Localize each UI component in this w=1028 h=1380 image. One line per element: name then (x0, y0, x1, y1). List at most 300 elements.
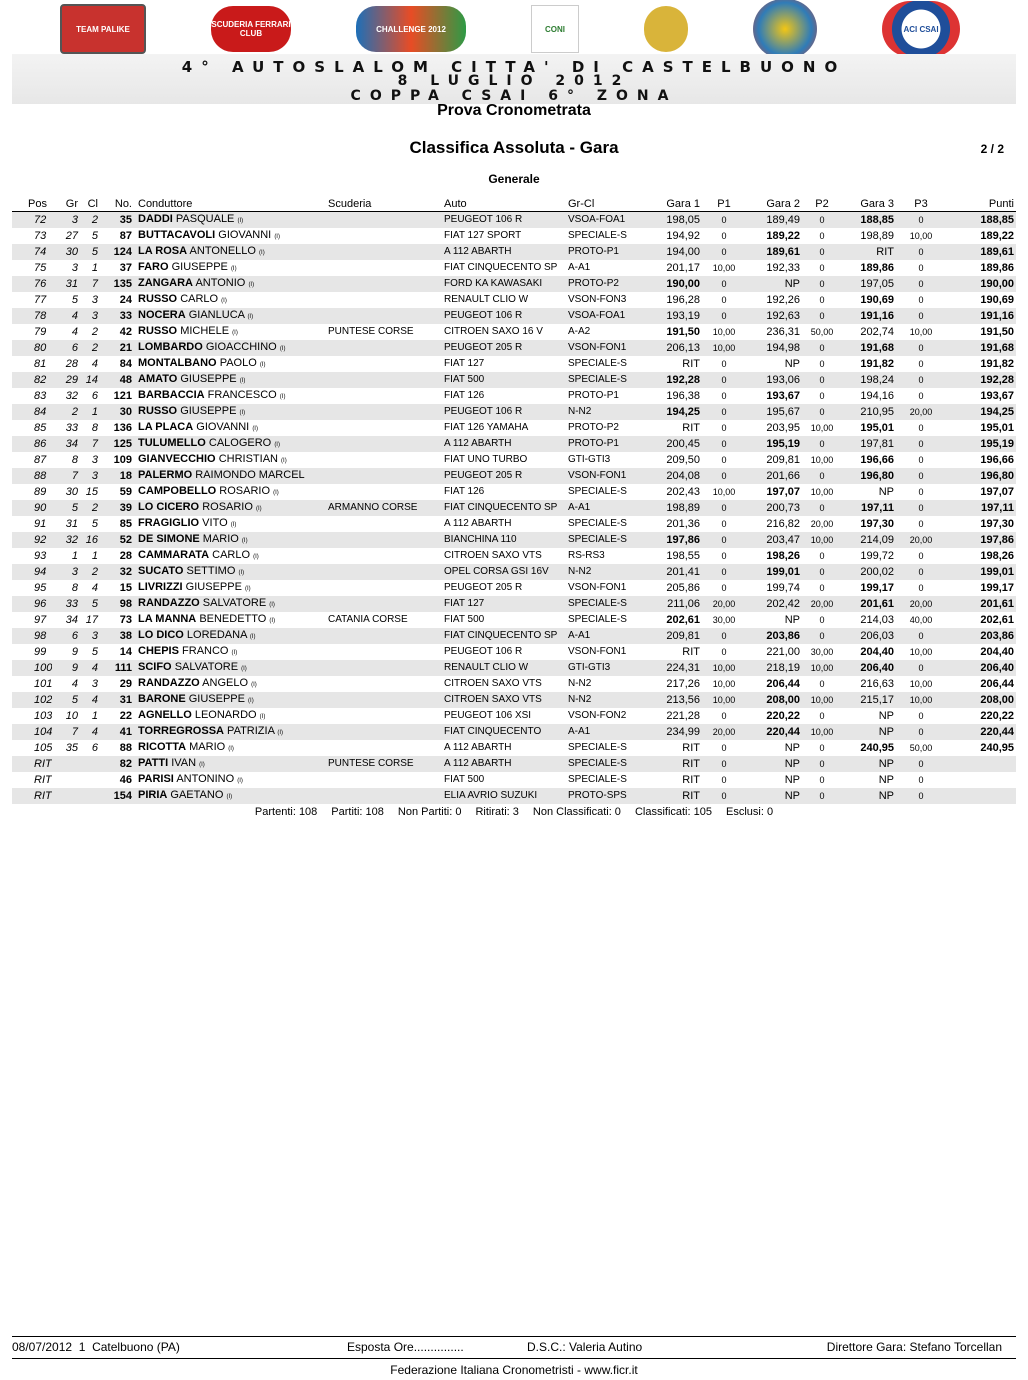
cell-p1: 0 (721, 455, 727, 465)
cell-auto: BIANCHINA 110 (444, 532, 568, 548)
cell-driver (136, 324, 328, 340)
cell-gara2: 218,19 (744, 660, 804, 676)
cell-auto: FIAT 126 (444, 390, 485, 401)
cell-p2: 0 (819, 711, 825, 721)
cell-driver (136, 228, 328, 244)
driver-nationality: (I) (269, 618, 276, 624)
cell-gara2: 189,49 (744, 212, 804, 229)
driver-nationality: (I) (247, 314, 254, 320)
cell-pos: 82 (12, 372, 52, 388)
driver-surname: BUTTACAVOLI (138, 229, 216, 241)
cell-punti: 191,82 (980, 358, 1014, 370)
driver-nationality: (I) (281, 458, 287, 464)
cell-punti: 206,44 (980, 678, 1014, 690)
cell-pos: 97 (34, 614, 47, 626)
cell-gara2: 189,61 (744, 244, 804, 260)
cell-scuderia (328, 212, 444, 229)
driver-firstname: GIOVANNI (196, 421, 250, 433)
cell-gara1: 194,92 (666, 230, 700, 242)
cell-scuderia (328, 580, 444, 596)
cell-p2: 0 (804, 436, 840, 452)
cell-p1: 0 (704, 500, 744, 516)
cell-p3: 0 (898, 468, 944, 484)
cell-gara3: 188,85 (840, 212, 898, 229)
cell-pos: RIT (12, 756, 52, 772)
cell-gr: 28 (65, 358, 78, 370)
col-cl: Cl (82, 196, 102, 212)
cell-driver (136, 340, 328, 356)
cell-gr: 31 (52, 276, 82, 292)
driver-surname: PATTI (138, 757, 169, 769)
cell-driver (136, 276, 328, 292)
cell-driver (136, 308, 328, 324)
cell-gara1: 224,31 (646, 660, 704, 676)
cell-gara1: 191,50 (666, 326, 700, 338)
cell-pos: 74 (12, 244, 52, 260)
cell-grcl: A-A1 (568, 262, 591, 273)
cell-punti (944, 772, 1016, 788)
cell-punti: 240,95 (980, 742, 1014, 754)
cell-driver (136, 628, 328, 644)
cell-driver (136, 260, 328, 276)
driver-firstname: SETTIMO (186, 565, 236, 577)
driver-firstname: GIUSEPPE (180, 405, 237, 417)
cell-gara1: 234,99 (646, 724, 704, 740)
cell-driver (136, 676, 328, 692)
cell-gr: 34 (65, 614, 78, 626)
cell-cl: 4 (91, 358, 98, 370)
summary-partiti: Partiti: 108 (331, 806, 384, 818)
cell-gara1: 202,43 (666, 486, 700, 498)
results-table (12, 196, 1016, 804)
cell-gara3: 191,68 (840, 340, 898, 356)
driver-nationality: (I) (231, 650, 238, 656)
cell-no: 85 (119, 518, 132, 530)
cell-p3: 0 (918, 551, 924, 561)
cell-p2: 0 (819, 391, 825, 401)
cell-no: 121 (113, 390, 132, 402)
cell-p3: 40,00 (909, 615, 933, 625)
cell-gr: 9 (71, 646, 78, 658)
cell-p3: 0 (918, 423, 924, 433)
cell-punti: 220,22 (980, 710, 1014, 722)
driver-nationality: (I) (259, 714, 266, 720)
cell-cl: 8 (91, 422, 98, 434)
cell-gara1: RIT (682, 646, 700, 658)
cell-gara1: RIT (682, 422, 700, 434)
cell-scuderia (328, 596, 444, 612)
driver-nationality: (I) (259, 250, 265, 256)
cell-cl (82, 788, 102, 804)
cell-gara3: 240,95 (860, 742, 894, 754)
col-p1: P1 (704, 196, 744, 212)
cell-pos: 83 (34, 390, 47, 402)
team-palike-logo: TEAM PALIKE (60, 4, 146, 54)
cell-p1: 10,00 (712, 327, 736, 337)
cell-gara3: 194,16 (860, 390, 894, 402)
cell-p3: 0 (918, 263, 924, 273)
cell-gr (52, 772, 82, 788)
cell-pos: 100 (12, 660, 52, 676)
cell-grcl: SPECIALE-S (568, 486, 627, 497)
cell-p2: 0 (819, 359, 825, 369)
table-row (12, 308, 1016, 324)
castelbuono-crest-logo (644, 6, 688, 52)
driver-surname: FRAGIGLIO (138, 517, 200, 529)
cell-p1: 0 (704, 788, 744, 804)
page-number: 2 / 2 (980, 142, 1004, 156)
driver-nationality: (I) (239, 410, 246, 416)
table-row (12, 292, 1016, 308)
cell-p2: 10,00 (810, 487, 834, 497)
cell-scuderia (328, 420, 444, 436)
cell-p2: 0 (804, 628, 840, 644)
cell-gara3: 197,81 (840, 436, 898, 452)
cell-gr (52, 788, 82, 804)
cell-gr: 5 (52, 692, 82, 708)
col-gara3: Gara 3 (840, 196, 898, 212)
cell-scuderia (328, 276, 444, 292)
cell-pos: 86 (12, 436, 52, 452)
table-row (12, 516, 1016, 532)
cell-p1: 0 (721, 775, 727, 785)
driver-firstname: PAOLO (219, 357, 257, 369)
cell-no: 84 (119, 358, 132, 370)
footer-dsc: D.S.C.: Valeria Autino (527, 1340, 643, 1354)
cell-cl: 5 (82, 596, 102, 612)
driver-surname: LO DICO (138, 629, 184, 641)
driver-firstname: GIUSEPPE (185, 581, 242, 593)
cell-no: 73 (119, 614, 132, 626)
cell-gara1: 198,05 (646, 212, 704, 229)
cell-no: 125 (102, 436, 136, 452)
cell-driver (136, 500, 328, 516)
cell-gr: 9 (52, 660, 82, 676)
cell-gara1: RIT (682, 742, 700, 754)
cell-gara2: 199,74 (766, 582, 800, 594)
driver-nationality: (I) (237, 218, 244, 224)
driver-firstname: GIUSEPPE (180, 373, 237, 385)
cell-pos: 96 (12, 596, 52, 612)
driver-surname: DADDI (138, 213, 173, 225)
cell-p3: 10,00 (898, 692, 944, 708)
cell-no: 124 (102, 244, 136, 260)
driver-nationality: (I) (274, 234, 280, 240)
driver-surname: PARISI (138, 773, 174, 785)
cell-gara1: 193,19 (646, 308, 704, 324)
summary-esclusi: Esclusi: 0 (725, 806, 774, 818)
driver-surname: LA MANNA (138, 613, 197, 625)
cell-cl: 3 (91, 454, 98, 466)
cell-punti: 197,11 (944, 500, 1016, 516)
cell-punti: 197,86 (944, 532, 1016, 548)
cell-punti: 206,40 (944, 660, 1016, 676)
footer-info (12, 1340, 1016, 1356)
cell-punti: 220,44 (944, 724, 1016, 740)
cell-gr: 4 (71, 678, 78, 690)
cell-no: 14 (119, 646, 132, 658)
cell-scuderia (328, 516, 444, 532)
driver-nationality: (I) (279, 394, 286, 400)
cell-grcl: GTI-GTI3 (568, 660, 646, 676)
driver-nationality: (I) (244, 586, 251, 592)
cell-grcl: N-N2 (568, 564, 646, 580)
footer-divider-bottom (12, 1358, 1016, 1359)
cell-auto: CITROEN SAXO VTS (444, 678, 542, 689)
cell-punti: 199,17 (980, 582, 1014, 594)
table-row (12, 452, 1016, 468)
aci-csai-logo: ACI CSAI (882, 1, 960, 57)
driver-firstname: GIUSEPPE (171, 261, 228, 273)
cell-p3: 0 (898, 308, 944, 324)
driver-firstname: ANTONELLO (189, 245, 256, 257)
cell-gara2: 203,86 (744, 628, 804, 644)
cell-p1: 0 (721, 231, 727, 241)
cell-p3: 0 (898, 724, 944, 740)
cell-gara3: 195,01 (860, 422, 894, 434)
cell-gara2: NP (784, 742, 800, 754)
driver-firstname: FRANCO (182, 645, 229, 657)
cell-no: 87 (119, 230, 132, 242)
cell-scuderia (328, 404, 444, 420)
cell-punti: 204,40 (980, 646, 1014, 658)
cell-gara2: NP (744, 788, 804, 804)
cell-auto: FIAT 126 YAMAHA (444, 422, 529, 433)
cell-scuderia (328, 244, 444, 260)
table-row (12, 404, 1016, 420)
cell-p3: 20,00 (898, 532, 944, 548)
cell-punti: 189,61 (944, 244, 1016, 260)
cell-cl (82, 772, 102, 788)
cell-punti: 195,01 (980, 422, 1014, 434)
cell-cl: 7 (82, 276, 102, 292)
cell-gara1: RIT (682, 358, 700, 370)
cell-scuderia: ARMANNO CORSE (328, 500, 444, 516)
cell-grcl: SPECIALE-S (568, 230, 627, 241)
cell-auto: PEUGEOT 205 R (444, 468, 568, 484)
cell-driver (136, 660, 328, 676)
cell-punti: 190,00 (944, 276, 1016, 292)
driver-nationality: (I) (241, 666, 247, 672)
cell-auto: FIAT 127 (444, 596, 568, 612)
cell-punti: 195,19 (944, 436, 1016, 452)
driver-firstname: RAIMONDO MARCEL (195, 469, 305, 481)
cell-gr: 2 (52, 404, 82, 420)
cell-p1: 0 (721, 359, 727, 369)
cell-gara1: 221,28 (666, 710, 700, 722)
cell-gara1: 209,81 (646, 628, 704, 644)
cell-scuderia (328, 388, 444, 404)
cell-p2: 0 (804, 404, 840, 420)
table-row (12, 228, 1016, 244)
driver-firstname: GAETANO (170, 789, 224, 801)
cell-p3: 20,00 (898, 404, 944, 420)
cell-p1: 10,00 (704, 340, 744, 356)
cell-gara2: 202,42 (744, 596, 804, 612)
cell-driver (136, 708, 328, 724)
driver-firstname: FRANCESCO (207, 389, 277, 401)
cell-gara2: 220,22 (766, 710, 800, 722)
driver-surname: GIANVECCHIO (138, 453, 216, 465)
cell-driver (136, 580, 328, 596)
driver-firstname: CARLO (180, 293, 219, 305)
driver-nationality: (I) (274, 442, 280, 448)
cell-cl: 1 (91, 710, 98, 722)
cell-cl: 5 (91, 646, 98, 658)
driver-firstname: ROSARIO (219, 485, 271, 497)
cell-punti: 193,67 (980, 390, 1014, 402)
cell-p1: 0 (721, 551, 727, 561)
cell-gara2: 203,95 (766, 422, 800, 434)
cell-pos: 92 (12, 532, 52, 548)
cell-gr: 3 (52, 564, 82, 580)
cell-driver (136, 484, 328, 500)
cell-p2: 0 (819, 615, 825, 625)
cell-auto: PEUGEOT 106 R (444, 404, 568, 420)
cell-pos: 90 (12, 500, 52, 516)
cell-pos: 95 (34, 582, 47, 594)
cell-scuderia (328, 308, 444, 324)
cell-cl: 14 (82, 372, 102, 388)
driver-nationality: (I) (199, 762, 205, 768)
col-auto: Auto (444, 196, 568, 212)
table-row (12, 212, 1016, 229)
sponsor-logos (60, 4, 960, 54)
cell-gara1: 196,38 (666, 390, 700, 402)
driver-nationality: (I) (239, 378, 246, 384)
cell-auto: FIAT CINQUECENTO SP (444, 262, 558, 273)
driver-firstname: ANTONINO (176, 773, 235, 785)
cell-driver (136, 692, 328, 708)
cell-p1: 0 (721, 583, 727, 593)
cell-p2: 10,00 (804, 532, 840, 548)
cell-gara3: NP (840, 788, 898, 804)
driver-surname: DE SIMONE (138, 533, 200, 545)
cell-grcl: VSON-FON3 (568, 294, 627, 305)
cell-gara1: 206,13 (646, 340, 704, 356)
driver-nationality: (I) (230, 266, 237, 272)
cell-scuderia (328, 484, 444, 500)
cell-p2: 0 (804, 244, 840, 260)
cell-pos: 76 (12, 276, 52, 292)
cell-gara3: 196,80 (840, 468, 898, 484)
cell-driver (136, 388, 328, 404)
cell-p2: 20,00 (804, 596, 840, 612)
cell-no: 37 (119, 262, 132, 274)
cell-gr: 33 (52, 596, 82, 612)
driver-nationality: (I) (255, 506, 262, 512)
cell-punti (944, 788, 1016, 804)
cell-gara2: 200,73 (744, 500, 804, 516)
cell-gr: 32 (52, 532, 82, 548)
cell-auto: A 112 ABARTH (444, 436, 568, 452)
cell-punti: 190,69 (980, 294, 1014, 306)
cell-auto: ELIA AVRIO SUZUKI (444, 788, 568, 804)
cell-p3: 0 (898, 372, 944, 388)
cell-driver (136, 532, 328, 548)
cell-gara3: NP (878, 774, 894, 786)
cell-p2: 10,00 (804, 692, 840, 708)
cell-auto: FIAT 500 (444, 614, 485, 625)
table-row (12, 372, 1016, 388)
cell-gara3: 202,74 (860, 326, 894, 338)
cell-p1: 0 (704, 276, 744, 292)
cell-p3: 10,00 (909, 327, 933, 337)
cell-p2: 10,00 (810, 423, 834, 433)
cell-gr: 29 (52, 372, 82, 388)
cell-driver (136, 788, 328, 804)
cell-p1: 0 (704, 628, 744, 644)
cell-driver (136, 772, 328, 788)
cell-gara3: 198,24 (840, 372, 898, 388)
cell-scuderia (328, 356, 444, 372)
cell-p1: 0 (704, 436, 744, 452)
cell-pos: 103 (34, 710, 52, 722)
cell-p3: 0 (918, 487, 924, 497)
coni-logo: CONI (531, 5, 579, 53)
driver-firstname: SALVATORE (202, 597, 267, 609)
cell-gara3: 200,02 (840, 564, 898, 580)
col-scuderia: Scuderia (328, 196, 444, 212)
driver-firstname: LOREDANA (186, 629, 247, 641)
col-gara2: Gara 2 (744, 196, 804, 212)
cell-pos: 73 (34, 230, 47, 242)
table-row (12, 676, 1016, 692)
cell-p2: 0 (804, 500, 840, 516)
cell-gara3: 197,11 (840, 500, 898, 516)
cell-no: 18 (102, 468, 136, 484)
cell-gara1: 194,25 (646, 404, 704, 420)
cell-gara2: 216,82 (766, 518, 800, 530)
cell-grcl: A-A1 (568, 500, 646, 516)
cell-cl: 6 (91, 742, 98, 754)
cell-no: 135 (102, 276, 136, 292)
cell-scuderia (328, 628, 444, 644)
cell-scuderia (328, 708, 444, 724)
cell-pos: 81 (34, 358, 47, 370)
cell-auto: FIAT 500 (444, 372, 568, 388)
table-row (12, 580, 1016, 596)
cell-pos: 85 (34, 422, 47, 434)
cell-gr: 30 (52, 244, 82, 260)
cell-cl: 5 (91, 230, 98, 242)
cell-punti: 194,25 (944, 404, 1016, 420)
footer-federation: Federazione Italiana Cronometristi - www.ficr.it (390, 1363, 638, 1377)
cell-gara2: NP (744, 756, 804, 772)
driver-nationality: (I) (238, 570, 245, 576)
cell-grcl: RS-RS3 (568, 550, 605, 561)
cell-cl: 5 (82, 244, 102, 260)
cell-auto: PEUGEOT 106 R (444, 212, 568, 229)
cell-p2: 50,00 (810, 327, 834, 337)
cell-p3: 0 (898, 788, 944, 804)
cell-gara3: 204,40 (860, 646, 894, 658)
col-gara1: Gara 1 (646, 196, 704, 212)
table-row (12, 564, 1016, 580)
cell-cl: 6 (91, 390, 98, 402)
cell-gr: 7 (52, 468, 82, 484)
cell-p3: 0 (918, 391, 924, 401)
cell-grcl: PROTO-P2 (568, 422, 619, 433)
automobile-club-logo (753, 0, 817, 59)
cell-gara2: 206,44 (766, 678, 800, 690)
cell-gara2: 193,67 (766, 390, 800, 402)
cell-p1: 0 (721, 711, 727, 721)
cell-scuderia: PUNTESE CORSE (328, 326, 414, 337)
cell-p2: 20,00 (810, 519, 834, 529)
table-row (12, 420, 1016, 436)
driver-firstname: MICHELE (180, 325, 230, 337)
